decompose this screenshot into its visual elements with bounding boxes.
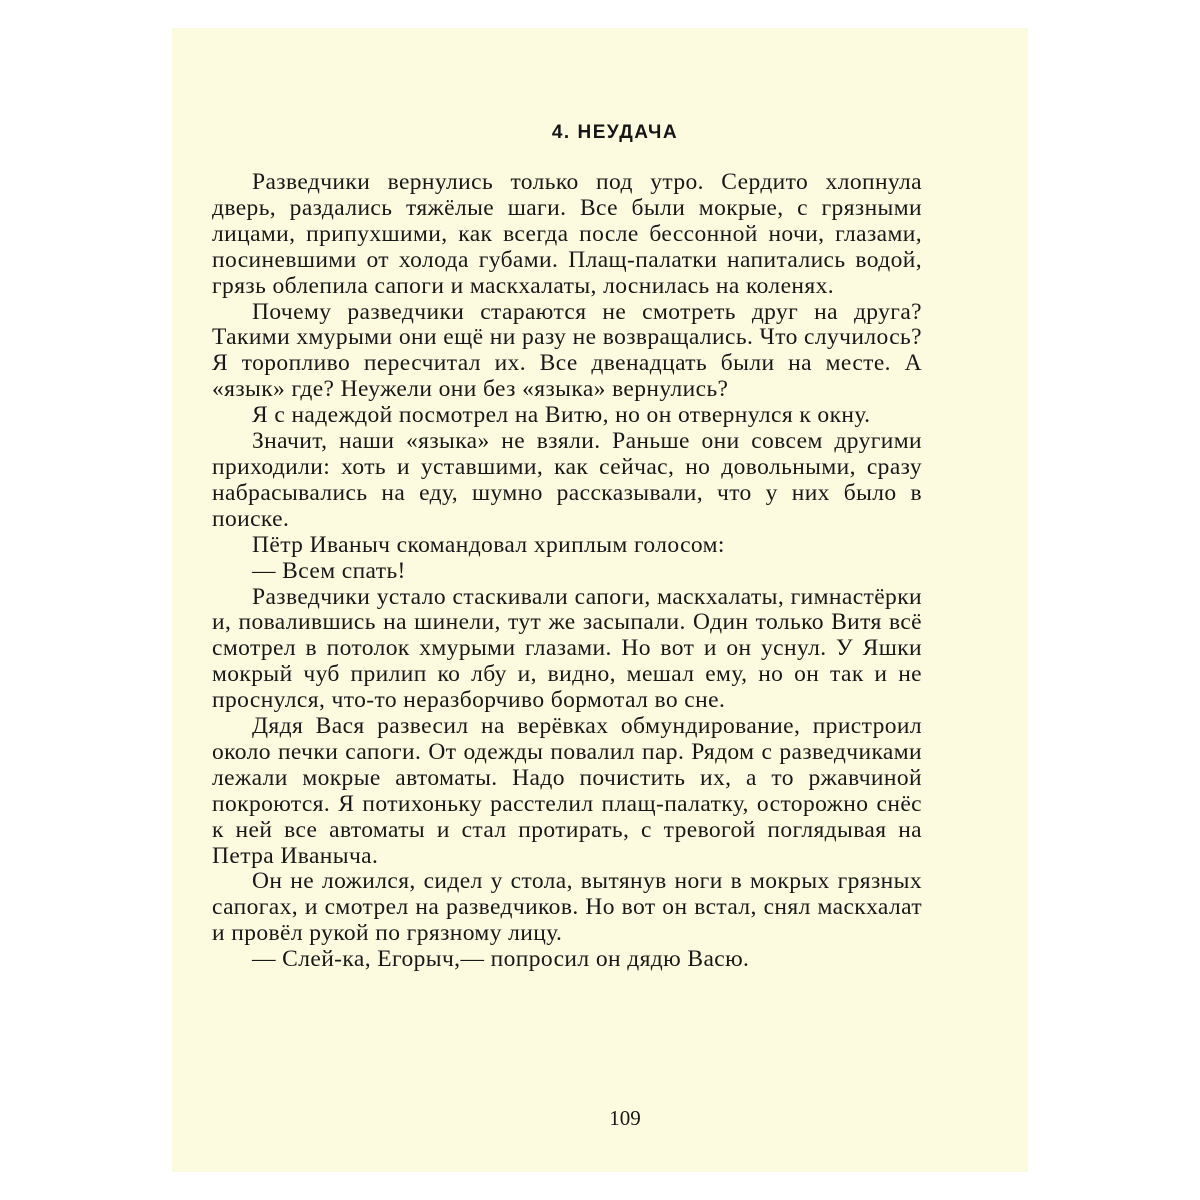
book-page (172, 28, 1028, 1172)
paragraph: Разведчики вернулись только под утро. Сердито хлопнула дверь, раздались тяжёлые шаги. Все были мокрые, с грязными лицами, припухшими, как всегда после бессонной ночи, глазами, посиневшими от холода губами. Плащ-палатки напитались водой, грязь облепила сапоги и маскхалаты, лоснилась на коленях. (212, 169, 922, 299)
dialogue-line: — Всем спать! (252, 557, 406, 584)
paragraph: Дядя Вася развесил на верёвках обмундирование, пристроил около печки сапоги. От одежды повалил пар. Рядом с разведчиками лежали мокрые автоматы. Надо почистить их, а то ржавчиной покроются. Я потихоньку расстелил плащ-палатку, осторожно снёс к ней все автоматы и стал протирать, с тревогой поглядывая на Петра Иваныча. (212, 713, 922, 869)
chapter-title: 4. НЕУДАЧА (551, 122, 679, 143)
dialogue-line: — Слей-ка, Егорыч,— попросил он дядю Васю. (252, 946, 750, 973)
paragraph: Значит, наши «языка» не взяли. Раньше они совсем другими приходили: хоть и уставшими, как сейчас, но довольными, сразу набрасывались на еду, шумно рассказывали, что у них было в поиске. (212, 428, 922, 532)
page-number: 109 (609, 1106, 641, 1130)
paragraph: Я с надеждой посмотрел на Витю, но он отвернулся к окну. (252, 402, 871, 429)
chapter-body (212, 170, 922, 973)
paragraph: Пётр Иваныч скомандовал хриплым голосом: (252, 531, 725, 558)
paragraph: Он не ложился, сидел у стола, вытянув ноги в мокрых грязных сапогах, и смотрел на разведчиков. Но вот он встал, снял маскхалат и провёл рукой по грязному лицу. (212, 868, 922, 947)
paragraph: Почему разведчики стараются не смотреть друг на друга? Такими хмурыми они ещё ни разу не возвращались. Что случилось? Я торопливо пересчитал их. Все двенадцать были на месте. А «язык» где? Неужели они без «языка» вернулись? (212, 298, 922, 403)
paragraph: Разведчики устало стаскивали сапоги, маскхалаты, гимнастёрки и, повалившись на шинели, тут же засыпали. Один только Витя всё смотрел в потолок хмурыми глазами. Но вот и он уснул. У Яшки мокрый чуб прилип ко лбу и, видно, мешал ему, но он так и не проснулся, что-то неразборчиво бормотал во сне. (212, 583, 922, 714)
